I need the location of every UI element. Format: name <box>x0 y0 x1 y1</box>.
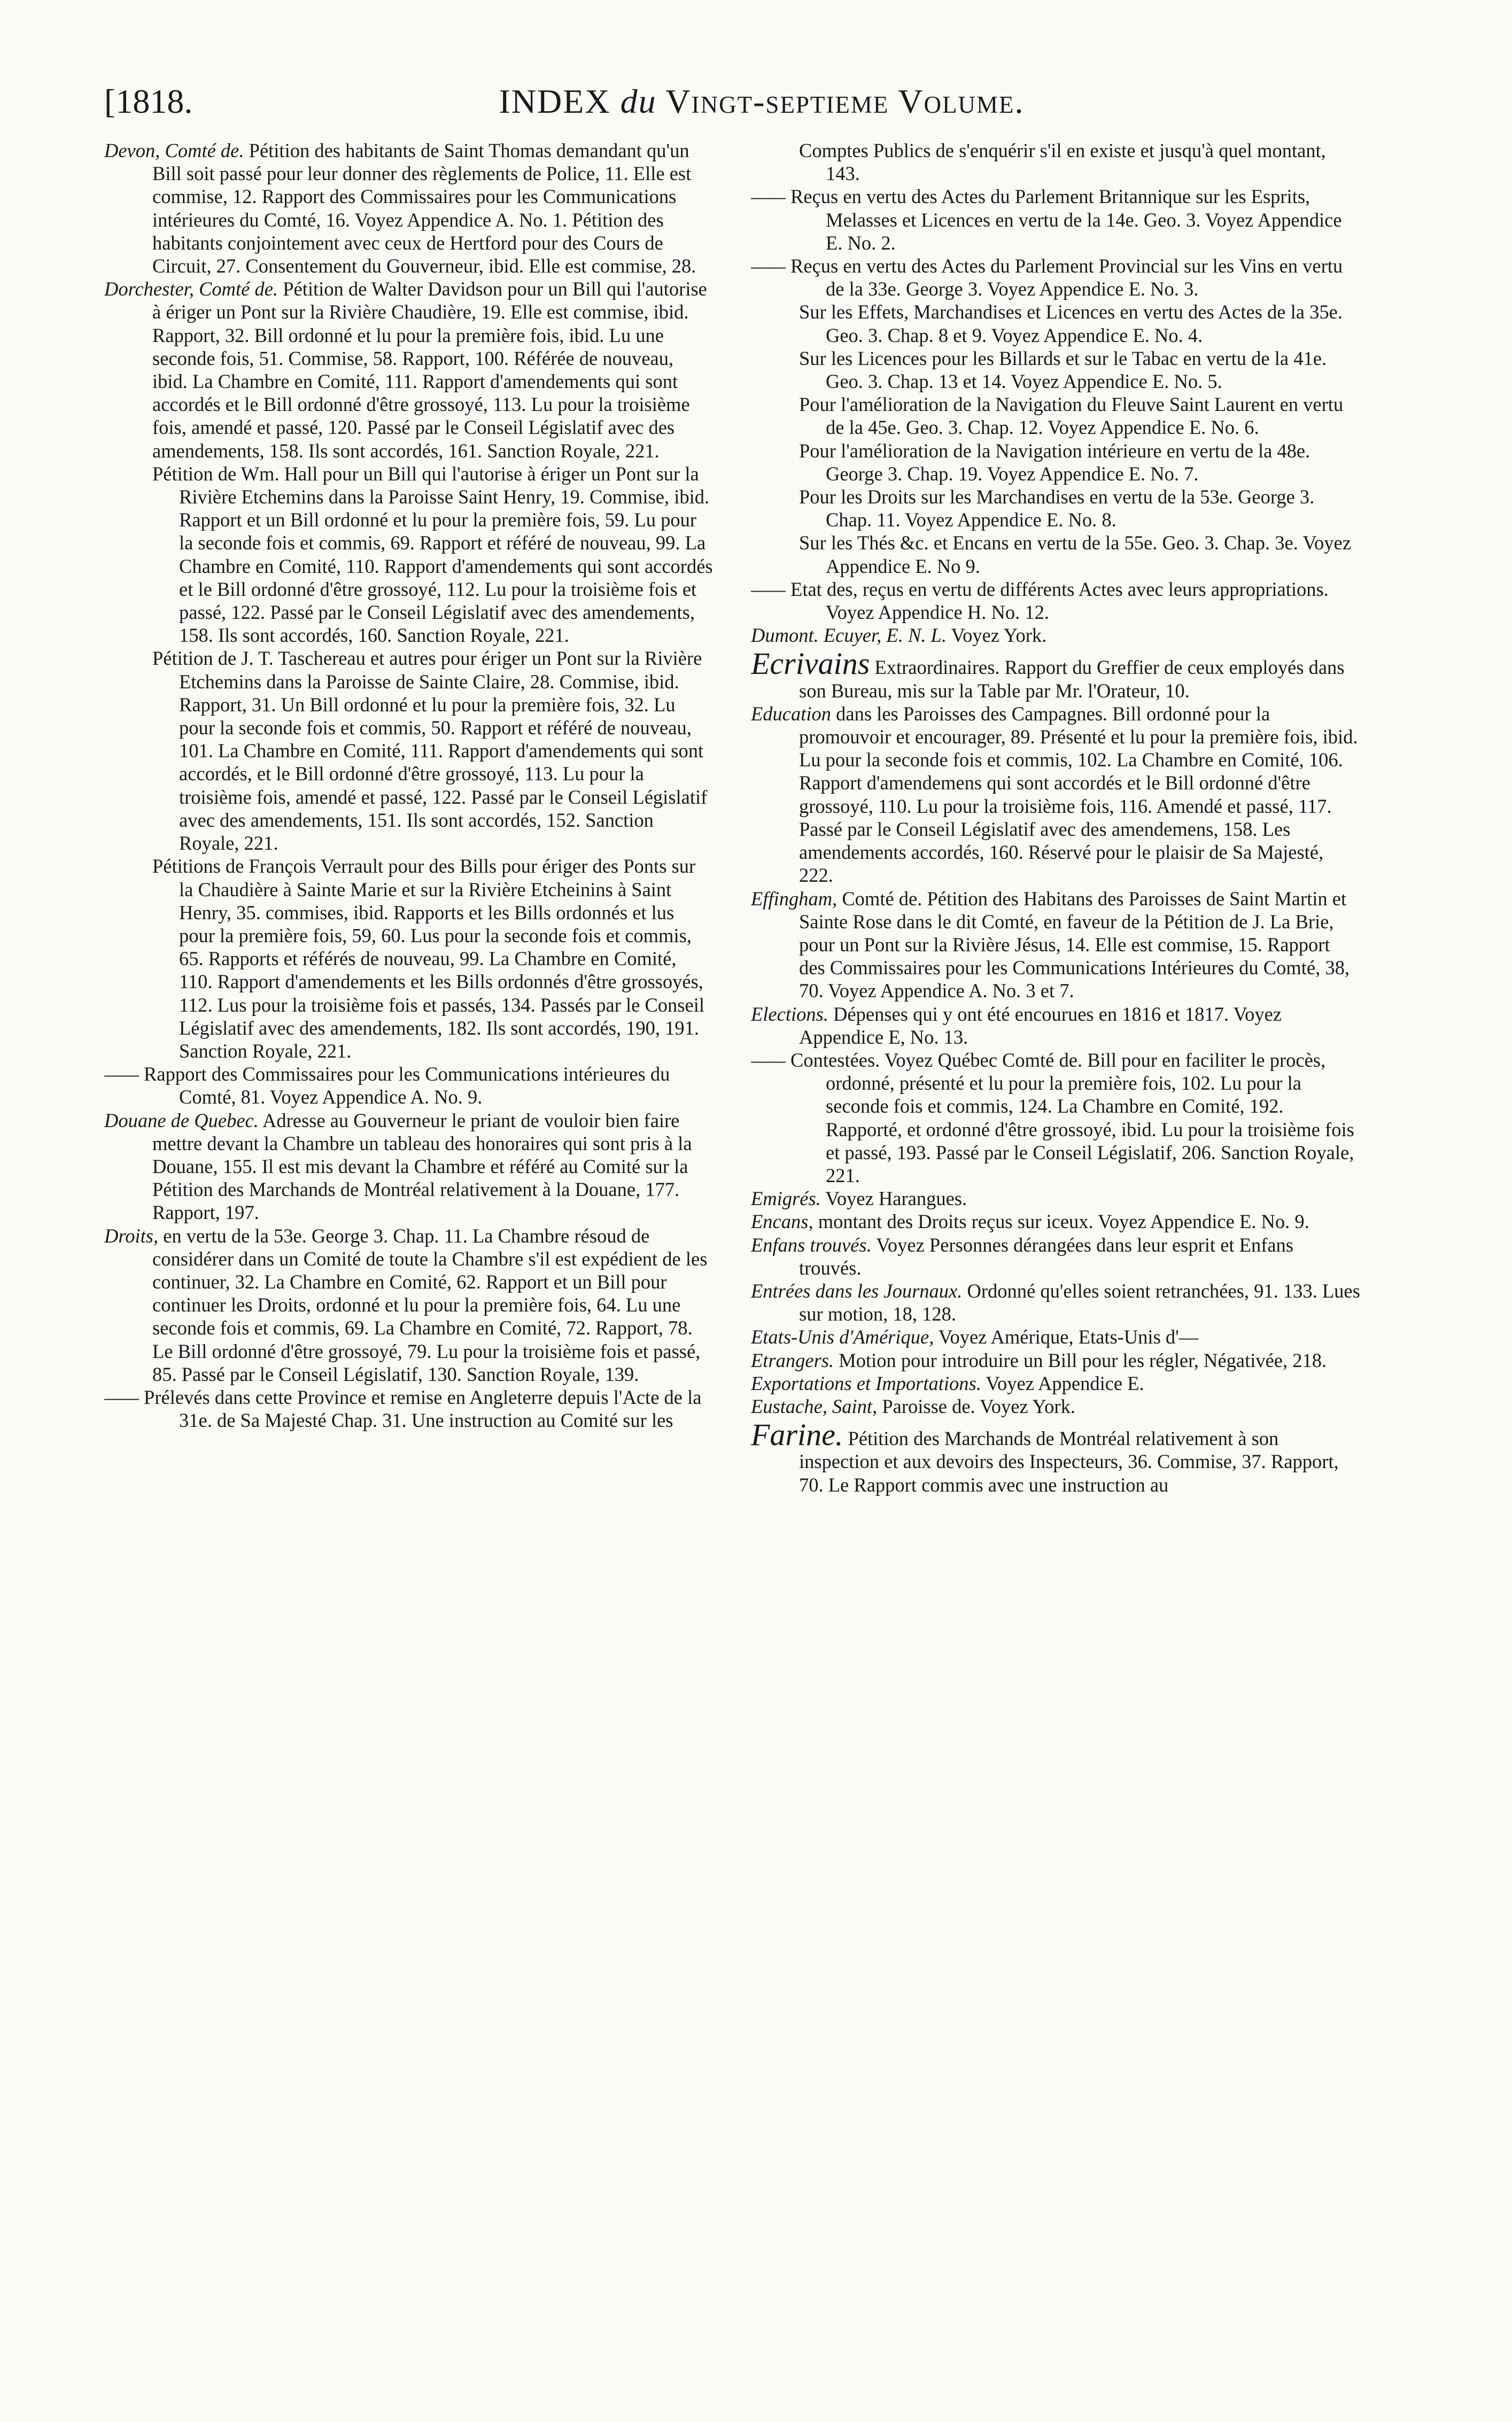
index-entry <box>751 1049 1360 1187</box>
index-entry <box>751 1233 1360 1279</box>
index-entry-term: Education <box>751 702 832 725</box>
index-entry-term: Encans, <box>751 1210 813 1233</box>
index-entry-term: —— <box>104 1386 139 1408</box>
index-entry <box>751 393 1360 439</box>
index-entry <box>104 1109 714 1224</box>
index-entry <box>751 485 1360 531</box>
index-entry-text: Voyez York. <box>951 624 1047 647</box>
index-entry-text: Prélevés dans cette Province et remise en Angleterre depuis l'Acte de la 31e. de Sa Majesté Chap. 31. Une instruction au Comité sur les <box>144 1386 702 1432</box>
page-header <box>104 80 1419 123</box>
index-entry <box>751 254 1360 300</box>
index-entry-text: Voyez Harangues. <box>825 1187 967 1210</box>
index-entry <box>104 277 714 462</box>
index-entry <box>751 531 1360 577</box>
index-entry <box>104 1224 714 1386</box>
index-entry-text: Reçus en vertu des Actes du Parlement Provincial sur les Vins en vertu de la 33e. George 3. Voyez Appendice E. No. 3. <box>790 255 1343 300</box>
index-entry-term: Entrées dans les Journaux. <box>751 1279 963 1302</box>
index-entry-term: Etrangers. <box>751 1349 834 1371</box>
index-entry-term: Elections. <box>751 1003 828 1025</box>
index-entry-text: dans les Paroisses des Campagnes. Bill ordonné pour la promouvoir et encourager, 89. Présenté et lu pour la première fois, ibid. Lu pour la seconde fois et commis, 102. La Chambre en Comité, 106. Rapport d'amendemens qui sont accordés et le Bill ordonné d'être grossoyé, 110. Lu pour la troisième fois, 116. Amendé et passé, 117. Passé par le Conseil Législatif avec des amendemens, 158. Les amendements accordés, 160. Réservé pour le plaisir de Sa Majesté, 222. <box>799 702 1358 887</box>
index-entry-text: montant des Droits reçus sur iceux. Voyez Appendice E. No. 9. <box>818 1210 1309 1233</box>
index-entry-text: Sur les Effets, Marchandises et Licences en vertu des Actes de la 35e. Geo. 3. Chap. 8 et 9. Voyez Appendice E. No. 4. <box>799 301 1343 346</box>
index-entry-term: —— <box>751 255 786 277</box>
index-entry-term: Droits, <box>104 1224 159 1247</box>
index-entry-text: Pétition de J. T. Taschereau et autres pour ériger un Pont sur la Rivière Etchemins dans la Paroisse de Sainte Claire, 28. Commise, ibid. Rapport, 31. Un Bill ordonné et lu pour la première fois, 32. Lu pour la seconde fois et commis, 50. Rapport et référé de nouveau, 101. La Chambre en Comité, 111. Rapport d'amendements qui sont accordés, et le Bill ordonné d'être grossoyé, 113. Lu pour la troisième fois, amendé et passé, 122. Passé par le Conseil Législatif avec des amendements, 151. Ils sont accordés, 152. Sanction Royale, 221. <box>152 647 708 855</box>
index-entry-text: Comptes Publics de s'enquérir s'il en existe et jusqu'à quel montant, 143. <box>799 139 1326 185</box>
index-entry <box>751 702 1360 887</box>
index-entry-term: Etats-Unis d'Amérique, <box>751 1326 934 1348</box>
index-entry-term: —— <box>751 1049 786 1071</box>
index-entry <box>751 578 1360 624</box>
header-title-suffix: Vingt-septieme Volume. <box>656 82 1025 120</box>
index-entry-term: Eustache, Saint, <box>751 1395 878 1417</box>
index-entry-text: Pétitions de François Verrault pour des Bills pour ériger des Ponts sur la Chaudière à Sainte Marie et sur la Rivière Etcheinins à Saint Henry, 35. commises, ibid. Rapports et les Bills ordonnés et lus pour la première fois, 59, 60. Lus pour la seconde fois et commis, 65. Rapports et référés de nouveau, 99. La Chambre en Comité, 110. Rapport d'amendements et les Bills ordonnés d'être grossoyés, 112. Lus pour la troisième fois et passés, 134. Passés par le Conseil Législatif avec des amendements, 182. Ils sont accordés, 190, 191. Sanction Royale, 221. <box>152 855 704 1062</box>
header-title-prefix: INDEX <box>499 82 621 120</box>
index-entry <box>751 439 1360 485</box>
index-entry <box>751 624 1360 647</box>
index-entry-term: Dumont. Ecuyer, E. N. L. <box>751 624 947 647</box>
index-entry <box>104 647 714 855</box>
index-entry-text: Ordonné qu'elles soient retranchées, 91. 133. Lues sur motion, 18, 128. <box>799 1279 1360 1325</box>
index-entry <box>104 1386 714 1432</box>
index-entry <box>104 139 714 277</box>
left-column <box>104 139 714 2400</box>
index-entry <box>751 646 1360 702</box>
index-entry <box>751 887 1360 1003</box>
index-entry-term: Exportations et Importations. <box>751 1372 981 1394</box>
header-year: [1818. <box>104 82 193 120</box>
index-entry <box>751 1372 1360 1395</box>
index-entry-term: Ecrivains <box>751 646 870 681</box>
index-entry-text: Pétition de Wm. Hall pour un Bill qui l'autorise à ériger un Pont sur la Rivière Etchemins dans la Paroisse Saint Henry, 19. Commise, ibid. Rapport et un Bill ordonné et lu pour la première fois, 59. Lu pour la seconde fois et commis, 69. Rapport et référé de nouveau, 99. La Chambre en Comité, 110. Rapport d'amendements qui sont accordés et le Bill ordonné d'être grossoyé, 112. Lu pour la troisième fois et passé, 122. Passé par le Conseil Législatif avec des amendements, 158. Ils sont accordés, 160. Sanction Royale, 221. <box>152 462 713 647</box>
index-entry <box>104 462 714 647</box>
index-entry-text: Comté de. Pétition des Habitans des Paroisses de Saint Martin et Sainte Rose dans le dit Comté, en faveur de la Pétition de J. La Brie, pour un Pont sur la Rivière Jésus, 14. Elle est commise, 15. Rapport des Commissaires pour les Communications Intérieures du Comté, 38, 70. Voyez Appendice A. No. 3 et 7. <box>799 887 1350 1002</box>
index-entry-text: Dépenses qui y ont été encourues en 1816 et 1817. Voyez Appendice E, No. 13. <box>799 1003 1282 1048</box>
index-entry-term: Douane de Quebec. <box>104 1109 259 1131</box>
index-entry-text: Voyez Appendice E. <box>986 1372 1144 1394</box>
index-entry-text: Pour les Droits sur les Marchandises en vertu de la 53e. George 3. Chap. 11. Voyez Appendice E. No. 8. <box>799 486 1315 531</box>
index-entry-text: Sur les Thés &c. et Encans en vertu de la 55e. Geo. 3. Chap. 3e. Voyez Appendice E. No 9. <box>799 532 1351 577</box>
index-entry <box>751 1325 1360 1348</box>
index-entry-term: —— <box>751 185 786 208</box>
index-entry-text: Reçus en vertu des Actes du Parlement Britannique sur les Esprits, Melasses et Licences en vertu de la 14e. Geo. 3. Voyez Appendice E. No. 2. <box>790 185 1342 254</box>
index-entry-term: Effingham, <box>751 887 838 910</box>
index-entry-text: Contestées. Voyez Québec Comté de. Bill pour en faciliter le procès, ordonné, présenté et lu pour la première fois, 102. Lu pour la seconde fois et commis, 124. La Chambre en Comité, 192. Rapporté, et ordonné d'être grossoyé, ibid. Lu pour la troisième fois et passé, 193. Passé par le Conseil Législatif, 206. Sanction Royale, 221. <box>790 1049 1354 1186</box>
index-entry-text: Pour l'amélioration de la Navigation intérieure en vertu de la 48e. George 3. Chap. 19. Voyez Appendice E. No. 7. <box>799 439 1311 485</box>
index-entry <box>104 855 714 1062</box>
index-entry <box>751 1395 1360 1418</box>
index-entry-term: —— <box>751 578 786 600</box>
index-entry-text: Motion pour introduire un Bill pour les régler, Négativée, 218. <box>839 1349 1327 1371</box>
index-entry-text: Pour l'amélioration de la Navigation du Fleuve Saint Laurent en vertu de la 45e. Geo. 3. Chap. 12. Voyez Appendice E. No. 6. <box>799 393 1344 439</box>
index-entry <box>751 347 1360 393</box>
index-entry <box>751 1210 1360 1233</box>
index-entry-text: en vertu de la 53e. George 3. Chap. 11. La Chambre résoud de considérer dans un Comité de toute la Chambre s'il est expédient de les continuer, 32. La Chambre en Comité, 62. Rapport et un Bill pour continuer les Droits, ordonné et lu pour la première fois, 64. Lu une seconde fois et commis, 69. La Chambre en Comité, 72. Rapport, 78. Le Bill ordonné d'être grossoyé, 79. Lu pour la troisième fois et passé, 85. Passé par le Conseil Législatif, 130. Sanction Royale, 139. <box>152 1224 708 1385</box>
index-entry-text: Sur les Licences pour les Billards et sur le Tabac en vertu de la 41e. Geo. 3. Chap. 13 et 14. Voyez Appendice E. No. 5. <box>799 347 1327 393</box>
index-entry-text: Pétition de Walter Davidson pour un Bill qui l'autorise à ériger un Pont sur la Rivière Chaudière, 19. Elle est commise, ibid. Rapport, 32. Bill ordonné et lu pour la première fois, ibid. Lu une seconde fois, 51. Commise, 58. Rapport, 100. Référée de nouveau, ibid. La Chambre en Comité, 111. Rapport d'amendements qui sont accordés et le Bill ordonné d'être grossoyé, 113. Lu pour la troisième fois, amendé et passé, 120. Passé par le Conseil Législatif avec des amendements, 158. Ils sont accordés, 161. Sanction Royale, 221. <box>152 278 707 462</box>
index-entry <box>751 1279 1360 1325</box>
header-title-du: du <box>620 82 657 120</box>
right-column <box>751 139 1360 2400</box>
index-entry-text: Paroisse de. Voyez York. <box>882 1395 1075 1417</box>
index-entry <box>751 1003 1360 1049</box>
index-entry-term: Farine. <box>751 1417 843 1453</box>
index-entry-term: —— <box>104 1063 139 1085</box>
index-entry-text: Pétition des Marchands de Montréal relativement à son inspection et aux devoirs des Inspecteurs, 36. Commise, 37. Rapport, 70. Le Rapport commis avec une instruction au <box>799 1427 1339 1496</box>
index-entry <box>104 1062 714 1108</box>
index-entry-term: Dorchester, Comté de. <box>104 278 278 300</box>
index-entry-text: Etat des, reçus en vertu de différents Actes avec leurs appropriations. Voyez Appendice H. No. 12. <box>790 578 1329 624</box>
index-entry-term: Enfans trouvés. <box>751 1233 872 1256</box>
index-entry-text: Adresse au Gouverneur le priant de vouloir bien faire mettre devant la Chambre un tableau des honoraires qui sont pris à la Douane, 155. Il est mis devant la Chambre et référé au Comité sur la Pétition des Marchands de Montréal relativement à la Douane, 177. Rapport, 197. <box>152 1109 692 1224</box>
index-entry-text: Extraordinaires. Rapport du Greffier de ceux employés dans son Bureau, mis sur la Table par Mr. l'Orateur, 10. <box>799 656 1345 702</box>
index-entry-text: Voyez Amérique, Etats-Unis d'— <box>938 1326 1199 1348</box>
index-entry-text: Voyez Personnes dérangées dans leur esprit et Enfans trouvés. <box>799 1233 1294 1279</box>
index-entry <box>751 185 1360 254</box>
index-entry-text: Pétition des habitants de Saint Thomas demandant qu'un Bill soit passé pour leur donner des règlements de Police, 11. Elle est commise, 12. Rapport des Commissaires pour les Communications intérieures du Comté, 16. Voyez Appendice A. No. 1. Pétition des habitants conjointement avec ceux de Hertford pour des Cours de Circuit, 27. Consentement du Gouverneur, ibid. Elle est commise, 28. <box>152 139 696 277</box>
index-entry <box>751 1417 1360 1496</box>
index-entry-text: Rapport des Commissaires pour les Communications intérieures du Comté, 81. Voyez Appendice A. No. 9. <box>144 1063 670 1108</box>
index-entry <box>751 1187 1360 1210</box>
index-entry <box>751 300 1360 346</box>
header-title <box>104 80 1419 123</box>
index-entry-term: Emigrés. <box>751 1187 821 1210</box>
index-entry <box>751 139 1360 185</box>
index-entry-term: Devon, Comté de. <box>104 139 244 161</box>
index-entry <box>751 1349 1360 1372</box>
